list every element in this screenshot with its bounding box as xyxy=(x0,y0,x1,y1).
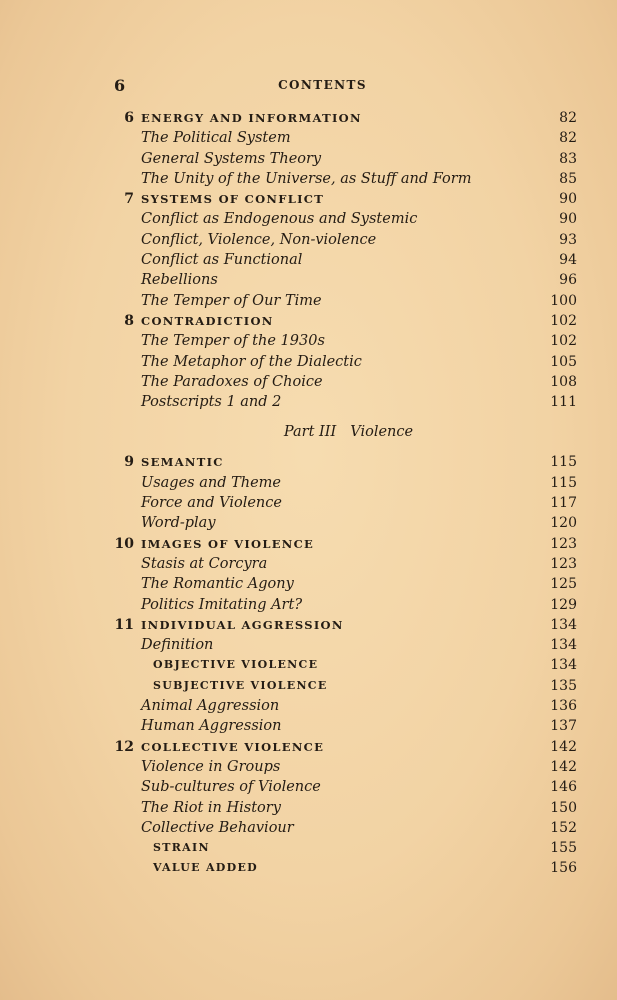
sub-title: OBJECTIVE VIOLENCE xyxy=(153,658,319,672)
toc-entry-section xyxy=(0,798,617,818)
page-ref: 96 xyxy=(559,272,577,289)
toc-entry-section xyxy=(0,493,617,513)
page-ref: 90 xyxy=(559,191,577,208)
page-ref: 150 xyxy=(550,799,577,816)
section-title: Human Aggression xyxy=(141,718,282,735)
page-ref: 123 xyxy=(550,555,577,572)
toc-entry-section xyxy=(0,291,617,311)
section-title: The Riot in History xyxy=(141,799,281,816)
page-ref: 105 xyxy=(550,353,577,370)
section-title: Conflict as Endogenous and Systemic xyxy=(141,211,418,228)
page-ref: 90 xyxy=(559,211,577,228)
toc-entry-chapter xyxy=(0,108,617,128)
toc-entry-sub xyxy=(0,676,617,696)
chapter-number: 11 xyxy=(114,616,134,633)
page-ref: 134 xyxy=(550,637,577,654)
section-title: Sub-cultures of Violence xyxy=(141,779,321,796)
section-title: Stasis at Corcyra xyxy=(141,555,268,572)
toc-block-part-ii xyxy=(0,108,617,412)
page-ref: 136 xyxy=(550,698,577,715)
running-head: CONTENTS xyxy=(278,78,367,92)
page-ref: 137 xyxy=(550,718,577,735)
toc-entry-section xyxy=(0,574,617,594)
section-title: The Paradoxes of Choice xyxy=(141,373,323,390)
section-title: Animal Aggression xyxy=(141,698,280,715)
toc-entry-section xyxy=(0,270,617,290)
chapter-title: COLLECTIVE VIOLENCE xyxy=(141,739,325,754)
page-ref: 125 xyxy=(550,576,577,593)
toc-entry-section xyxy=(0,331,617,351)
page-ref: 142 xyxy=(550,738,577,755)
toc-entry-section xyxy=(0,777,617,797)
toc-entry-section xyxy=(0,128,617,148)
chapter-number: 9 xyxy=(124,454,134,471)
part-heading xyxy=(0,412,617,452)
section-title: Postscripts 1 and 2 xyxy=(141,394,282,411)
section-title: Conflict, Violence, Non-violence xyxy=(141,231,377,248)
page-ref: 93 xyxy=(559,231,577,248)
toc-entry-section xyxy=(0,595,617,615)
toc-entry-section xyxy=(0,149,617,169)
toc-block-part-iii xyxy=(0,452,617,878)
toc-entry-section xyxy=(0,716,617,736)
page-ref: 120 xyxy=(550,515,577,532)
page-ref: 155 xyxy=(550,840,577,857)
toc-entry-chapter xyxy=(0,615,617,635)
toc-entry-section xyxy=(0,169,617,189)
sub-title: VALUE ADDED xyxy=(153,861,258,875)
toc-entry-section xyxy=(0,757,617,777)
section-title: Usages and Theme xyxy=(141,474,282,491)
toc-entry-section xyxy=(0,230,617,250)
toc-entry-section xyxy=(0,250,617,270)
page-ref: 115 xyxy=(550,454,577,471)
toc-entry-section xyxy=(0,696,617,716)
sub-title: STRAIN xyxy=(153,841,210,855)
page-ref: 134 xyxy=(550,657,577,674)
page-ref: 102 xyxy=(550,312,577,329)
section-title: The Temper of Our Time xyxy=(141,292,322,309)
page-ref: 129 xyxy=(550,596,577,613)
page-ref: 82 xyxy=(559,110,577,126)
toc-entry-chapter xyxy=(0,534,617,554)
page-ref: 146 xyxy=(550,779,577,796)
toc-entry-chapter xyxy=(0,452,617,472)
toc-entry-section xyxy=(0,209,617,229)
part-title: Violence xyxy=(350,424,414,441)
chapter-number: 10 xyxy=(114,535,134,552)
chapter-title: CONTRADICTION xyxy=(141,313,274,328)
page-ref: 115 xyxy=(550,474,577,491)
part-label: Part III xyxy=(283,424,337,441)
page-ref: 134 xyxy=(550,616,577,633)
toc-entry-section xyxy=(0,352,617,372)
page-header xyxy=(0,76,617,98)
page-ref: 123 xyxy=(550,535,577,552)
chapter-title: SYSTEMS OF CONFLICT xyxy=(141,192,325,207)
section-title: Violence in Groups xyxy=(141,758,281,775)
toc-entry-section xyxy=(0,635,617,655)
chapter-number: 8 xyxy=(124,312,134,329)
section-title: The Romantic Agony xyxy=(141,576,294,593)
toc-entry-section xyxy=(0,473,617,493)
section-title: The Political System xyxy=(141,130,291,147)
chapter-title: IMAGES OF VIOLENCE xyxy=(141,536,315,551)
page-ref: 82 xyxy=(559,130,577,147)
page-ref: 156 xyxy=(550,860,577,877)
section-title: Politics Imitating Art? xyxy=(141,596,303,613)
page-ref: 142 xyxy=(550,758,577,775)
page-ref: 152 xyxy=(550,819,577,836)
page-ref: 85 xyxy=(559,170,577,187)
sub-title: SUBJECTIVE VIOLENCE xyxy=(153,678,328,692)
chapter-number: 12 xyxy=(114,738,134,755)
page-ref: 135 xyxy=(550,677,577,694)
toc-entry-section xyxy=(0,818,617,838)
page-ref: 83 xyxy=(559,150,577,167)
toc-entry-sub xyxy=(0,838,617,858)
chapter-number: 7 xyxy=(124,191,134,208)
page-ref: 111 xyxy=(550,394,577,411)
section-title: The Metaphor of the Dialectic xyxy=(141,353,362,370)
page-number: 6 xyxy=(114,76,126,95)
page-ref: 102 xyxy=(550,333,577,350)
page-ref: 100 xyxy=(550,292,577,309)
toc-entry-sub xyxy=(0,858,617,878)
page-ref: 94 xyxy=(559,252,577,269)
chapter-title: INDIVIDUAL AGGRESSION xyxy=(141,617,344,632)
page-ref: 108 xyxy=(550,373,577,390)
toc-entry-chapter xyxy=(0,311,617,331)
section-title: Word-play xyxy=(141,515,216,532)
toc-entry-section xyxy=(0,372,617,392)
section-title: Collective Behaviour xyxy=(141,819,294,836)
chapter-number: 6 xyxy=(124,110,134,126)
section-title: Force and Violence xyxy=(141,495,282,512)
chapter-title: ENERGY AND INFORMATION xyxy=(141,111,362,125)
section-title: Conflict as Functional xyxy=(141,252,303,269)
section-title: General Systems Theory xyxy=(141,150,322,167)
chapter-title: SEMANTIC xyxy=(141,455,224,470)
toc-entry-section xyxy=(0,392,617,412)
toc-entry-chapter xyxy=(0,737,617,757)
toc-entry-chapter xyxy=(0,189,617,209)
section-title: The Unity of the Universe, as Stuff and Form xyxy=(141,170,472,187)
toc-entry-section xyxy=(0,513,617,533)
toc-entry-section xyxy=(0,554,617,574)
section-title: The Temper of the 1930s xyxy=(141,333,325,350)
table-of-contents xyxy=(0,108,617,879)
section-title: Rebellions xyxy=(141,272,218,289)
section-title: Definition xyxy=(141,637,214,654)
toc-entry-sub xyxy=(0,655,617,675)
page-ref: 117 xyxy=(550,495,577,512)
